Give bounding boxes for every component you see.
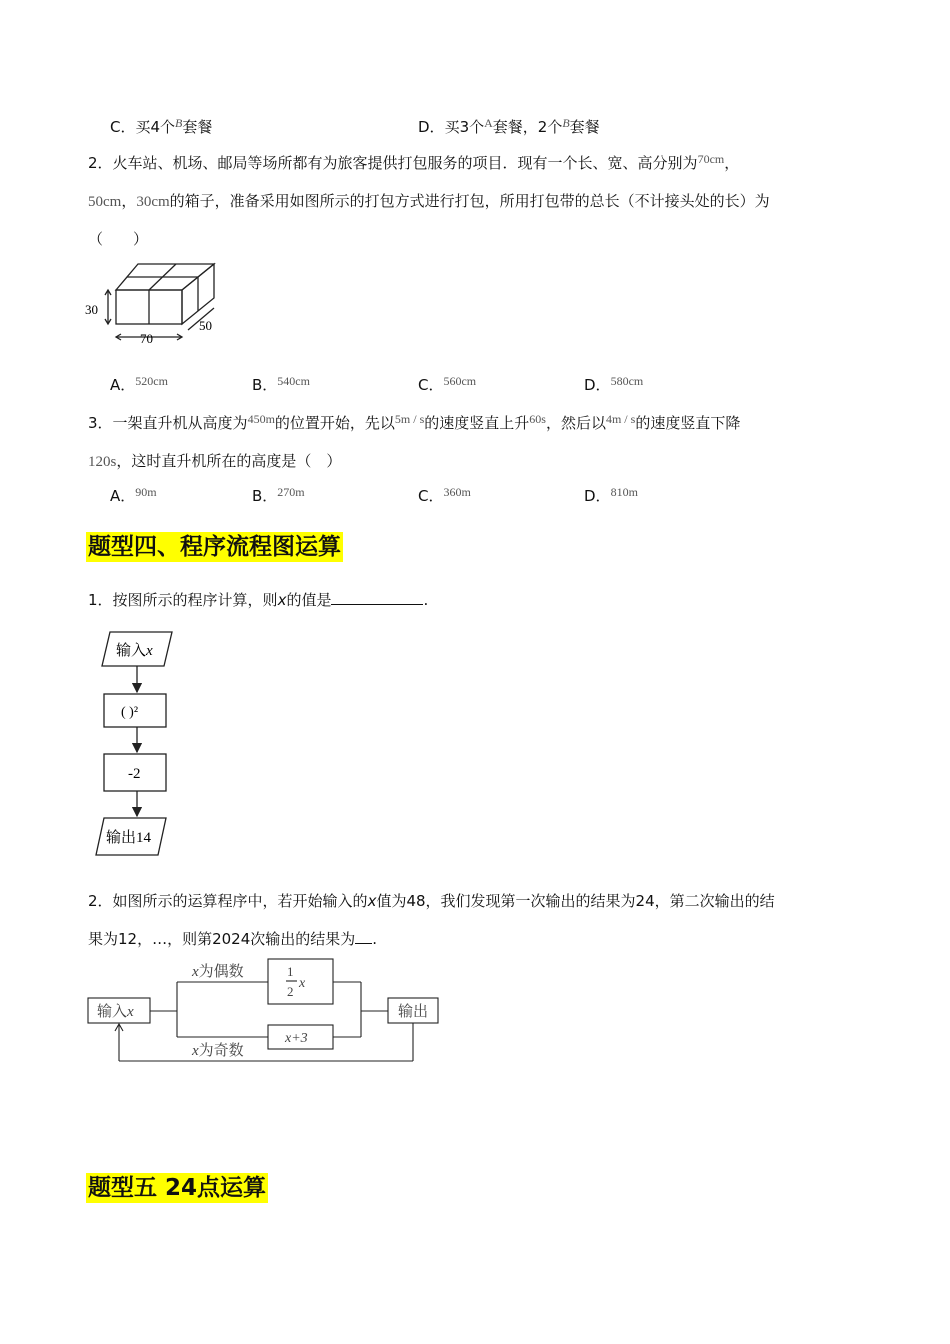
q3-line2: 120s，这时直升机所在的高度是（ ） xyxy=(88,452,342,470)
flow2-input: 输入x xyxy=(97,1004,134,1020)
q1-option-d: D．买3个$^A$套餐，2个$^B$套餐 xyxy=(418,116,600,136)
flow1-input: 输入x xyxy=(116,643,153,659)
flow1-output: 输出14 xyxy=(106,830,152,846)
section-heading-5: 题型五 24点运算 xyxy=(88,1175,267,1201)
q3-option-c: C．$^{360m}$ xyxy=(418,485,471,505)
q3-option-a: A．$^{90m}$ xyxy=(110,485,157,505)
s4q1-text: 1．按图所示的程序计算，则x的值是 . xyxy=(88,591,429,609)
flow2-odd-label: x为奇数 xyxy=(192,1043,244,1059)
q2-option-d: D．$^{580cm}$ xyxy=(584,374,644,394)
flow2-half-den: 2 xyxy=(287,984,294,999)
answer-blank[interactable] xyxy=(355,928,372,944)
q2-option-a: A．$^{520cm}$ xyxy=(110,374,168,394)
flow2-plus: x+3 xyxy=(285,1031,308,1046)
option-label: C． xyxy=(110,118,136,136)
q3-option-d: D．$^{810m}$ xyxy=(584,485,638,505)
flow2-half-num: 1 xyxy=(287,964,294,979)
q3-line1: 3．一架直升机从高度为$^{450m}$的位置开始，先以$^{5m / s}$的速度竖直上升$^{60s}$，然后以$^{4m / s}$的速度竖直下降 xyxy=(88,412,741,432)
s4q2-line1: 2．如图所示的运算程序中，若开始输入的x值为48，我们发现第一次输出的结果为24，第二次输出的结 xyxy=(88,892,775,910)
q2-option-b: B．$^{540cm}$ xyxy=(252,374,310,394)
box-figure xyxy=(84,258,224,348)
q2-option-c: C．$^{560cm}$ xyxy=(418,374,477,394)
answer-blank[interactable] xyxy=(331,589,423,605)
flowchart-2 xyxy=(86,956,446,1068)
box-width-label: 50 xyxy=(199,318,212,333)
s4q2-line2: 果为12，…，则第2024次输出的结果为 . xyxy=(88,930,378,948)
flow2-output: 输出 xyxy=(398,1004,429,1020)
option-label: D． xyxy=(418,118,445,136)
section-heading-4: 题型四、程序流程图运算 xyxy=(88,534,341,560)
flow2-even-label: x为偶数 xyxy=(192,964,244,980)
box-height-label: 30 xyxy=(85,302,98,317)
q2-line2: 50cm，30cm的箱子，准备采用如图所示的打包方式进行打包，所用打包带的总长（不计接头处的长）为 xyxy=(88,192,770,210)
q2-answer-paren: （ ） xyxy=(88,230,149,248)
flow1-square: ( )² xyxy=(121,705,139,720)
flow2-half-var: x xyxy=(299,976,306,991)
q1-option-c: C．买4个$^B$套餐 xyxy=(110,116,213,136)
flowchart-1 xyxy=(92,628,182,863)
q3-option-b: B．$^{270m}$ xyxy=(252,485,305,505)
box-length-label: 70 xyxy=(140,331,153,346)
q2-line1: 2．火车站、机场、邮局等场所都有为旅客提供打包服务的项目．现有一个长、宽、高分别为$^{70cm}$， xyxy=(88,152,740,172)
flow1-minus: -2 xyxy=(128,766,141,782)
